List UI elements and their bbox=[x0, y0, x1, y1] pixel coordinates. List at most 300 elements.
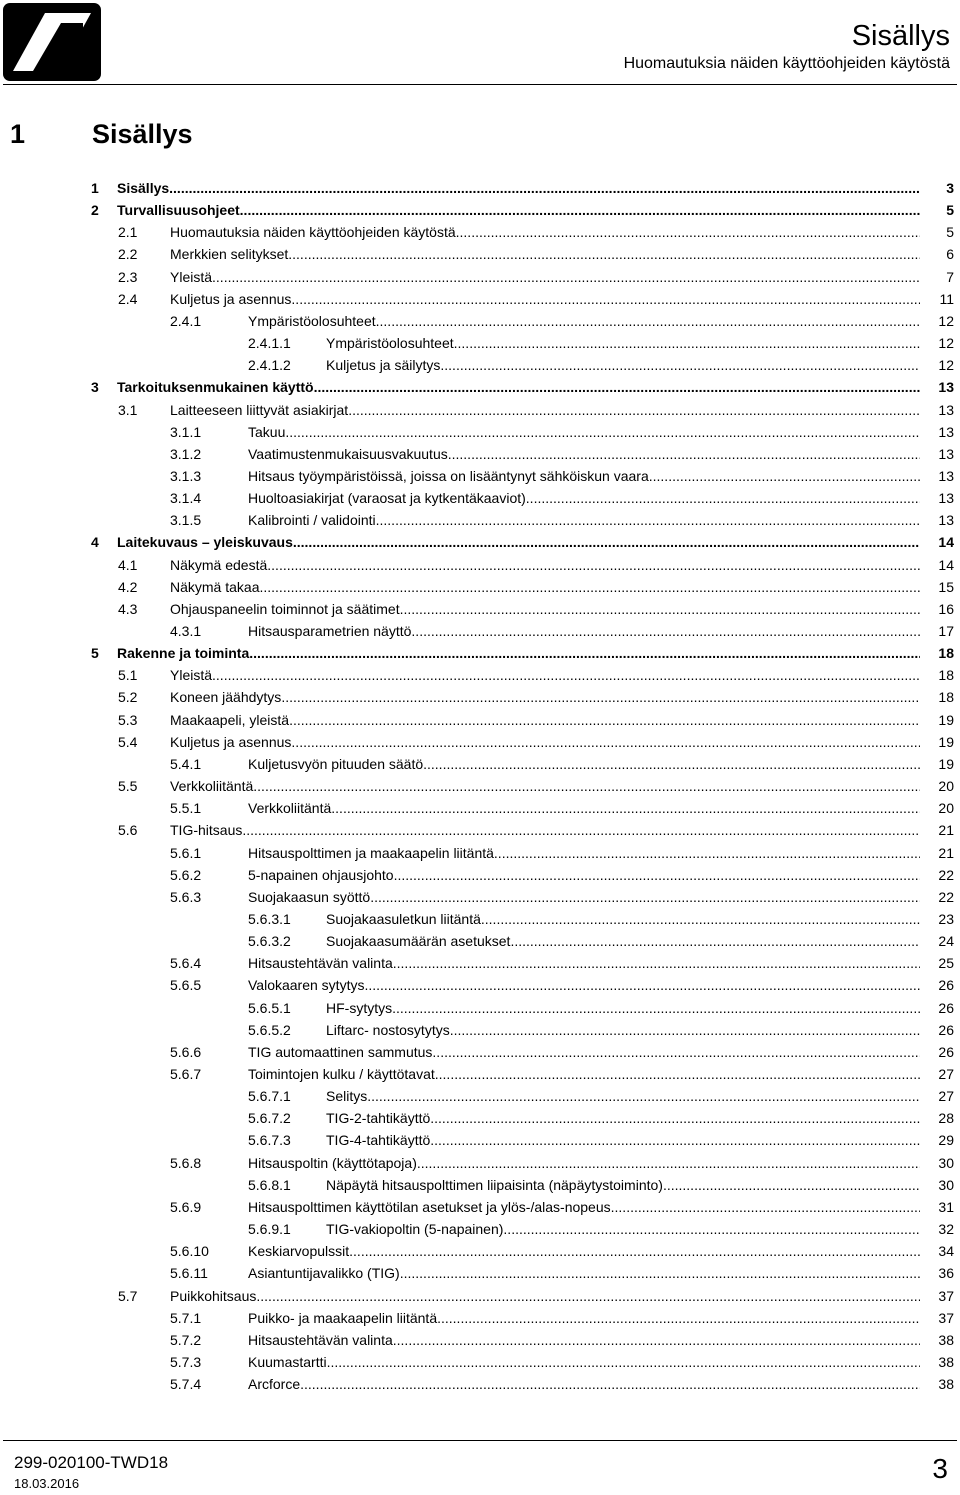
toc-entry-title-text: Liftarc- nostosytytys bbox=[326, 1021, 450, 1038]
toc-entry[interactable] bbox=[0, 1240, 960, 1262]
toc-entry-page: 38 bbox=[938, 1331, 954, 1348]
toc-entry[interactable] bbox=[0, 620, 960, 642]
toc-entry-title-text: Hitsausparametrien näyttö bbox=[248, 623, 412, 639]
toc-entry-title bbox=[248, 1063, 920, 1085]
toc-entry[interactable] bbox=[0, 1351, 960, 1373]
toc-entry-leader bbox=[370, 886, 920, 908]
toc-entry[interactable] bbox=[0, 974, 960, 996]
toc-entry[interactable] bbox=[0, 421, 960, 443]
toc-entry-leader bbox=[291, 731, 920, 753]
toc-entry-number: 5.4.1 bbox=[170, 755, 202, 772]
toc-entry-title-text: Koneen jäähdytys bbox=[170, 689, 282, 706]
toc-entry-title bbox=[170, 598, 920, 620]
toc-entry-leader bbox=[456, 221, 920, 243]
toc-entry-number: 3.1.3 bbox=[170, 467, 202, 484]
toc-entry[interactable] bbox=[0, 864, 960, 886]
toc-entry[interactable] bbox=[0, 797, 960, 819]
toc-entry-title-text: Keskiarvopulssit bbox=[248, 1243, 350, 1260]
toc-entry-title-text: TIG automaattinen sammutus bbox=[248, 1043, 433, 1060]
toc-entry-leader bbox=[400, 1262, 920, 1284]
toc-entry-page: 13 bbox=[938, 423, 954, 440]
toc-entry-leader bbox=[430, 1129, 920, 1151]
toc-entry-page: 37 bbox=[938, 1287, 954, 1304]
toc-entry[interactable] bbox=[0, 354, 960, 376]
toc-entry-title bbox=[326, 332, 920, 354]
toc-entry-title-text: Näpäytä hitsauspolttimen liipaisinta (näpäytystoiminto) bbox=[326, 1176, 663, 1193]
toc-entry-title-text: TIG-2-tahtikäyttö bbox=[326, 1110, 431, 1127]
toc-entry-title-text: Merkkien selitykset bbox=[170, 246, 289, 263]
toc-entry-leader bbox=[249, 642, 920, 664]
toc-entry[interactable] bbox=[0, 221, 960, 243]
toc-entry-number: 5.6 bbox=[118, 822, 138, 839]
toc-entry-title-text: Tarkoituksenmukainen käyttö bbox=[117, 379, 314, 396]
toc-entry-leader bbox=[417, 1152, 920, 1174]
toc-entry-page: 19 bbox=[938, 755, 954, 772]
toc-entry-title-text: Verkkoliitäntä bbox=[170, 778, 254, 795]
toc-entry-page: 12 bbox=[938, 312, 954, 329]
toc-entry-page: 31 bbox=[938, 1198, 954, 1215]
toc-entry-page: 36 bbox=[938, 1265, 954, 1282]
toc-entry-number: 5.6.7 bbox=[170, 1066, 202, 1082]
toc-entry-leader bbox=[349, 1240, 920, 1262]
toc-entry-number: 5.6.2 bbox=[170, 866, 202, 883]
toc-entry-leader bbox=[267, 554, 920, 576]
toc-entry-title bbox=[248, 1373, 920, 1395]
toc-entry-title bbox=[117, 199, 920, 221]
toc-entry-page: 12 bbox=[938, 357, 954, 374]
page-heading-text: Sisällys bbox=[92, 119, 193, 149]
toc-entry-number: 5.6.9 bbox=[170, 1198, 202, 1215]
toc-entry-title bbox=[117, 376, 920, 398]
toc-entry-title-text: TIG-vakiopoltin (5-napainen) bbox=[326, 1221, 504, 1238]
toc-entry-page: 20 bbox=[938, 800, 954, 817]
toc-entry-leader bbox=[440, 354, 920, 376]
toc-entry[interactable] bbox=[0, 376, 960, 398]
toc-entry-page: 25 bbox=[938, 955, 954, 972]
toc-entry-title bbox=[248, 509, 920, 531]
toc-entry-page: 18 bbox=[938, 689, 954, 706]
toc-entry-page: 26 bbox=[938, 1021, 954, 1038]
toc-entry-title-text: Ympäristöolosuhteet bbox=[248, 312, 376, 329]
toc-entry[interactable] bbox=[0, 731, 960, 753]
toc-entry-leader bbox=[314, 376, 920, 398]
toc-entry[interactable] bbox=[0, 1107, 960, 1129]
toc-entry[interactable] bbox=[0, 509, 960, 531]
toc-entry-title bbox=[170, 775, 920, 797]
toc-entry-title bbox=[326, 997, 920, 1019]
toc-entry[interactable] bbox=[0, 908, 960, 930]
toc-entry-title bbox=[117, 177, 920, 199]
footer-doc-code: 299-020100-TWD18 bbox=[14, 1453, 169, 1472]
toc-entry-number: 3.1.2 bbox=[170, 445, 202, 462]
toc-entry-title-text: Puikko- ja maakaapelin liitäntä bbox=[248, 1309, 438, 1326]
toc-entry-title bbox=[248, 842, 920, 864]
toc-entry-number: 5.5.1 bbox=[170, 800, 202, 817]
toc-entry[interactable] bbox=[0, 399, 960, 421]
toc-entry-title bbox=[326, 1019, 920, 1041]
toc-entry-leader bbox=[393, 1329, 920, 1351]
toc-entry-page: 15 bbox=[938, 578, 954, 595]
toc-entry-number: 3.1 bbox=[118, 401, 138, 418]
toc-entry-page: 27 bbox=[938, 1066, 954, 1082]
toc-entry-title-text: Kuljetus ja asennus bbox=[170, 290, 292, 307]
toc-entry[interactable] bbox=[0, 1329, 960, 1351]
toc-entry-number: 5.7.3 bbox=[170, 1353, 202, 1370]
toc-entry-title bbox=[248, 864, 920, 886]
toc-entry-title bbox=[248, 310, 920, 332]
toc-entry-leader bbox=[448, 443, 920, 465]
toc-entry-number: 2.2 bbox=[118, 246, 138, 263]
toc-entry-number: 5.3 bbox=[118, 711, 138, 728]
toc-entry-title-text: Ohjauspaneelin toiminnot ja säätimet bbox=[170, 600, 400, 617]
toc-entry-title-text: Huomautuksia näiden käyttöohjeiden käytöstä bbox=[170, 224, 456, 241]
toc-entry-leader bbox=[331, 797, 920, 819]
toc-entry-number: 5.6.5.1 bbox=[248, 999, 291, 1016]
toc-entry[interactable] bbox=[0, 1196, 960, 1218]
toc-entry-title-text: 5-napainen ohjausjohto bbox=[248, 866, 394, 883]
toc-entry-leader bbox=[376, 310, 920, 332]
toc-entry-title-text: Näkymä edestä bbox=[170, 556, 268, 573]
toc-entry-title-text: Rakenne ja toiminta bbox=[117, 645, 250, 662]
toc-entry-leader bbox=[423, 753, 920, 775]
toc-entry-page: 20 bbox=[938, 778, 954, 795]
toc-entry-number: 5.6.8 bbox=[170, 1154, 202, 1171]
toc-entry-leader bbox=[289, 709, 920, 731]
toc-entry[interactable] bbox=[0, 576, 960, 598]
toc-entry[interactable] bbox=[0, 686, 960, 708]
toc-entry[interactable] bbox=[0, 753, 960, 775]
toc-entry-page: 17 bbox=[938, 623, 954, 639]
toc-entry-title-text: Valokaaren sytytys bbox=[248, 977, 365, 994]
toc-entry-leader bbox=[169, 177, 920, 199]
toc-entry-number: 2.1 bbox=[118, 224, 138, 241]
toc-entry-title-text: Suojakaasuletkun liitäntä bbox=[326, 910, 481, 927]
toc-entry-title bbox=[170, 664, 920, 686]
toc-entry-title bbox=[170, 686, 920, 708]
toc-entry-title bbox=[248, 1307, 920, 1329]
toc-entry[interactable] bbox=[0, 886, 960, 908]
toc-entry-title-text: Kuljetus ja säilytys bbox=[326, 357, 441, 374]
toc-entry[interactable] bbox=[0, 443, 960, 465]
toc-entry-leader bbox=[394, 864, 920, 886]
toc-entry-title bbox=[326, 1174, 920, 1196]
toc-entry[interactable] bbox=[0, 554, 960, 576]
toc-entry-leader bbox=[611, 1196, 920, 1218]
toc-entry-number: 2.4.1.1 bbox=[248, 335, 291, 352]
toc-entry[interactable] bbox=[0, 598, 960, 620]
toc-entry-title bbox=[248, 620, 920, 642]
toc-entry-title bbox=[170, 221, 920, 243]
toc-entry-title-text: Kuljetus ja asennus bbox=[170, 733, 292, 750]
toc-entry-number: 4.2 bbox=[118, 578, 138, 595]
toc-entry-title-text: Toimintojen kulku / käyttötavat bbox=[248, 1066, 435, 1082]
toc-entry-number: 5.7.1 bbox=[170, 1309, 202, 1326]
toc-entry-number: 5.6.5 bbox=[170, 977, 202, 994]
toc-entry[interactable] bbox=[0, 1152, 960, 1174]
toc-entry-page: 27 bbox=[938, 1088, 954, 1105]
toc-entry-title-text: Takuu bbox=[248, 423, 286, 440]
toc-entry-page: 37 bbox=[938, 1309, 954, 1326]
toc-entry-title bbox=[248, 421, 920, 443]
toc-entry-title bbox=[248, 1152, 920, 1174]
toc-entry-title-text: Verkkoliitäntä bbox=[248, 800, 332, 817]
toc-entry-page: 30 bbox=[938, 1176, 954, 1193]
toc-entry-title bbox=[326, 930, 920, 952]
toc-entry-title bbox=[326, 1129, 920, 1151]
toc-entry[interactable] bbox=[0, 819, 960, 841]
toc-entry[interactable] bbox=[0, 487, 960, 509]
toc-entry-title bbox=[326, 1085, 920, 1107]
toc-entry-page: 18 bbox=[938, 667, 954, 684]
toc-entry-title bbox=[248, 952, 920, 974]
toc-entry-page: 14 bbox=[938, 534, 954, 551]
toc-entry[interactable] bbox=[0, 531, 960, 553]
toc-entry-page: 26 bbox=[938, 999, 954, 1016]
toc-entry[interactable] bbox=[0, 177, 960, 199]
toc-entry-page: 22 bbox=[938, 866, 954, 883]
toc-entry-page: 26 bbox=[938, 1043, 954, 1060]
toc-entry-leader bbox=[212, 266, 920, 288]
toc-entry-leader bbox=[393, 952, 920, 974]
toc-entry-number: 3 bbox=[91, 379, 99, 396]
toc-entry-title bbox=[326, 1218, 920, 1240]
toc-entry[interactable] bbox=[0, 199, 960, 221]
toc-entry[interactable] bbox=[0, 997, 960, 1019]
toc-entry-number: 2.4 bbox=[118, 290, 138, 307]
toc-entry-leader bbox=[649, 465, 920, 487]
toc-entry-number: 5.6.10 bbox=[170, 1243, 209, 1260]
toc-entry-number: 3.1.5 bbox=[170, 512, 202, 529]
toc-entry-title bbox=[248, 1196, 920, 1218]
toc-entry-number: 2 bbox=[91, 202, 99, 219]
footer-date: 18.03.2016 bbox=[14, 1476, 80, 1491]
toc-entry-title bbox=[170, 819, 920, 841]
toc-entry-leader bbox=[494, 842, 920, 864]
toc-entry-number: 5.6.6 bbox=[170, 1043, 202, 1060]
toc-entry-page: 21 bbox=[938, 844, 954, 861]
toc-entry-number: 5.1 bbox=[118, 667, 138, 684]
toc-entry-title bbox=[170, 399, 920, 421]
toc-entry[interactable] bbox=[0, 952, 960, 974]
toc-entry-leader bbox=[526, 487, 920, 509]
toc-entry-title-text: Arcforce bbox=[248, 1376, 301, 1393]
toc-entry-title-text: Kuljetusvyön pituuden säätö bbox=[248, 755, 424, 772]
toc-entry[interactable] bbox=[0, 1129, 960, 1151]
toc-entry-number: 5.7 bbox=[118, 1287, 138, 1304]
toc-entry-leader bbox=[392, 997, 920, 1019]
toc-entry-title-text: Puikkohitsaus bbox=[170, 1287, 257, 1304]
toc-entry-title bbox=[326, 354, 920, 376]
toc-entry[interactable] bbox=[0, 1085, 960, 1107]
toc-entry-page: 32 bbox=[938, 1221, 954, 1238]
toc-entry-page: 5 bbox=[946, 202, 954, 219]
toc-entry-number: 5.6.8.1 bbox=[248, 1176, 291, 1193]
toc-entry-page: 16 bbox=[938, 600, 954, 617]
toc-entry-title bbox=[248, 1351, 920, 1373]
toc-entry-number: 5.6.3 bbox=[170, 888, 202, 905]
toc-entry-number: 5.6.9.1 bbox=[248, 1221, 291, 1238]
toc-entry-title-text: Yleistä bbox=[170, 268, 213, 285]
toc-entry[interactable] bbox=[0, 842, 960, 864]
toc-entry-page: 13 bbox=[938, 512, 954, 529]
toc-entry-leader bbox=[253, 775, 920, 797]
toc-entry-title bbox=[248, 974, 920, 996]
toc-entry-page: 13 bbox=[938, 490, 954, 507]
toc-entry-title-text: Hitsaus työympäristöissä, joissa on lisääntynyt sähköiskun vaara bbox=[248, 467, 649, 484]
header-title: Sisällys bbox=[851, 20, 950, 52]
toc-entry-number: 5.6.7.1 bbox=[248, 1088, 291, 1105]
toc-entry-number: 3.1.1 bbox=[170, 423, 202, 440]
toc-entry-page: 7 bbox=[946, 268, 954, 285]
toc-entry-number: 4.1 bbox=[118, 556, 138, 573]
toc-entry-title-text: Hitsaustehtävän valinta bbox=[248, 1331, 393, 1348]
toc-entry-number: 5.5 bbox=[118, 778, 138, 795]
toc-entry-page: 3 bbox=[946, 180, 954, 196]
toc-entry-leader bbox=[481, 908, 920, 930]
footer-divider bbox=[3, 1440, 957, 1441]
toc-entry-title bbox=[170, 731, 920, 753]
toc-entry-title bbox=[248, 1240, 920, 1262]
toc-entry-title-text: Näkymä takaa bbox=[170, 578, 260, 595]
toc-entry-title bbox=[170, 576, 920, 598]
toc-entry-leader bbox=[259, 576, 920, 598]
toc-entry-page: 11 bbox=[939, 290, 954, 307]
toc-entry-title-text: Laitekuvaus – yleiskuvaus bbox=[117, 534, 293, 551]
toc-entry[interactable] bbox=[0, 709, 960, 731]
toc-entry-leader bbox=[364, 974, 920, 996]
toc-entry[interactable] bbox=[0, 1218, 960, 1240]
toc-entry-leader bbox=[291, 288, 920, 310]
toc-entry-title bbox=[170, 243, 920, 265]
toc-entry-title-text: Suojakaasun syöttö bbox=[248, 888, 371, 905]
toc-entry-page: 22 bbox=[938, 888, 954, 905]
toc-entry[interactable] bbox=[0, 664, 960, 686]
toc-entry[interactable] bbox=[0, 1373, 960, 1395]
toc-entry-leader bbox=[376, 509, 920, 531]
toc-entry-number: 1 bbox=[91, 180, 99, 196]
toc-entry[interactable] bbox=[0, 1019, 960, 1041]
toc-entry-page: 12 bbox=[938, 335, 954, 352]
toc-entry-title bbox=[170, 288, 920, 310]
toc-entry-title-text: TIG-hitsaus bbox=[170, 822, 243, 839]
toc-entry-leader bbox=[367, 1085, 920, 1107]
toc-entry[interactable] bbox=[0, 310, 960, 332]
toc-entry-page: 19 bbox=[938, 733, 954, 750]
toc-entry-title-text: Selitys bbox=[326, 1088, 368, 1105]
toc-entry-title-text: Kalibrointi / validointi bbox=[248, 512, 376, 529]
toc-entry-leader bbox=[432, 1041, 920, 1063]
toc-entry[interactable] bbox=[0, 1063, 960, 1085]
toc-entry[interactable] bbox=[0, 332, 960, 354]
toc-entry-title-text: Turvallisuusohjeet bbox=[117, 202, 240, 219]
toc-entry-page: 5 bbox=[946, 224, 954, 241]
toc-entry-title bbox=[170, 266, 920, 288]
toc-entry-title-text: Huoltoasiakirjat (varaosat ja kytkentäkaaviot) bbox=[248, 490, 526, 507]
toc-entry-number: 4.3 bbox=[118, 600, 138, 617]
toc-entry[interactable] bbox=[0, 243, 960, 265]
toc-entry-leader bbox=[300, 1373, 920, 1395]
toc-entry-title-text: Hitsauspolttimen käyttötilan asetukset ja ylös-/alas-nopeus bbox=[248, 1198, 611, 1215]
toc-entry-page: 30 bbox=[938, 1154, 954, 1171]
toc-entry-title bbox=[170, 554, 920, 576]
toc-entry-number: 5.7.2 bbox=[170, 1331, 202, 1348]
toc-entry-leader bbox=[212, 664, 920, 686]
toc-entry-title-text: Vaatimustenmukaisuusvakuutus bbox=[248, 445, 448, 462]
toc-entry-leader bbox=[663, 1174, 920, 1196]
toc-entry-page: 19 bbox=[938, 711, 954, 728]
toc-entry-page: 13 bbox=[938, 467, 954, 484]
brand-logo bbox=[3, 3, 101, 81]
toc-entry[interactable] bbox=[0, 1041, 960, 1063]
toc-entry-leader bbox=[435, 1063, 920, 1085]
toc-entry-number: 5.6.3.2 bbox=[248, 933, 291, 950]
toc-entry-title-text: Kuumastartti bbox=[248, 1353, 327, 1370]
toc-entry-number: 4.3.1 bbox=[170, 623, 202, 639]
toc-entry[interactable] bbox=[0, 288, 960, 310]
toc-entry-title-text: TIG-4-tahtikäyttö bbox=[326, 1132, 431, 1149]
toc-entry-title bbox=[170, 1285, 920, 1307]
toc-entry-title-text: Hitsauspolttimen ja maakaapelin liitäntä bbox=[248, 844, 494, 861]
toc-entry-page: 29 bbox=[938, 1132, 954, 1149]
toc-entry-title bbox=[248, 465, 920, 487]
toc-entry[interactable] bbox=[0, 775, 960, 797]
toc-entry[interactable] bbox=[0, 1285, 960, 1307]
toc-entry[interactable] bbox=[0, 642, 960, 664]
toc-entry-page: 28 bbox=[938, 1110, 954, 1127]
toc-entry-page: 21 bbox=[938, 822, 954, 839]
toc-entry-title bbox=[117, 642, 920, 664]
toc-entry-number: 5.6.3.1 bbox=[248, 910, 291, 927]
toc-entry-number: 2.4.1 bbox=[170, 312, 202, 329]
toc-entry-title-text: Suojakaasumäärän asetukset bbox=[326, 933, 511, 950]
toc-entry[interactable] bbox=[0, 1174, 960, 1196]
toc-entry-page: 13 bbox=[938, 379, 954, 396]
toc-entry-title bbox=[248, 487, 920, 509]
toc-entry[interactable] bbox=[0, 930, 960, 952]
toc-entry-title bbox=[248, 1262, 920, 1284]
toc-entry-leader bbox=[285, 421, 920, 443]
toc-entry-number: 5.6.7.2 bbox=[248, 1110, 291, 1127]
toc-entry-leader bbox=[240, 199, 920, 221]
toc-entry-leader bbox=[288, 243, 920, 265]
toc-entry-leader bbox=[454, 332, 920, 354]
toc-entry-number: 5.7.4 bbox=[170, 1376, 202, 1393]
toc-entry-page: 18 bbox=[938, 645, 954, 662]
toc-entry[interactable] bbox=[0, 1262, 960, 1284]
toc-entry-title bbox=[248, 797, 920, 819]
toc-entry-number: 5.6.11 bbox=[170, 1265, 208, 1282]
toc-entry-page: 14 bbox=[938, 556, 954, 573]
toc-entry-number: 5 bbox=[91, 645, 99, 662]
toc-entry-page: 6 bbox=[946, 246, 954, 263]
toc-entry-leader bbox=[281, 686, 920, 708]
toc-entry[interactable] bbox=[0, 465, 960, 487]
toc-entry-title bbox=[326, 908, 920, 930]
toc-entry-leader bbox=[256, 1285, 920, 1307]
toc-entry-leader bbox=[437, 1307, 920, 1329]
toc-entry-title bbox=[248, 1329, 920, 1351]
toc-entry-title-text: Yleistä bbox=[170, 667, 213, 684]
footer-page-number: 3 bbox=[932, 1453, 948, 1484]
toc-entry-page: 26 bbox=[938, 977, 954, 994]
toc-entry-page: 24 bbox=[938, 933, 954, 950]
toc-entry-page: 34 bbox=[938, 1243, 954, 1260]
toc-entry-leader bbox=[450, 1019, 920, 1041]
toc-entry-number: 5.6.5.2 bbox=[248, 1021, 291, 1038]
toc-entry[interactable] bbox=[0, 266, 960, 288]
toc-entry-leader bbox=[293, 531, 920, 553]
toc-entry[interactable] bbox=[0, 1307, 960, 1329]
